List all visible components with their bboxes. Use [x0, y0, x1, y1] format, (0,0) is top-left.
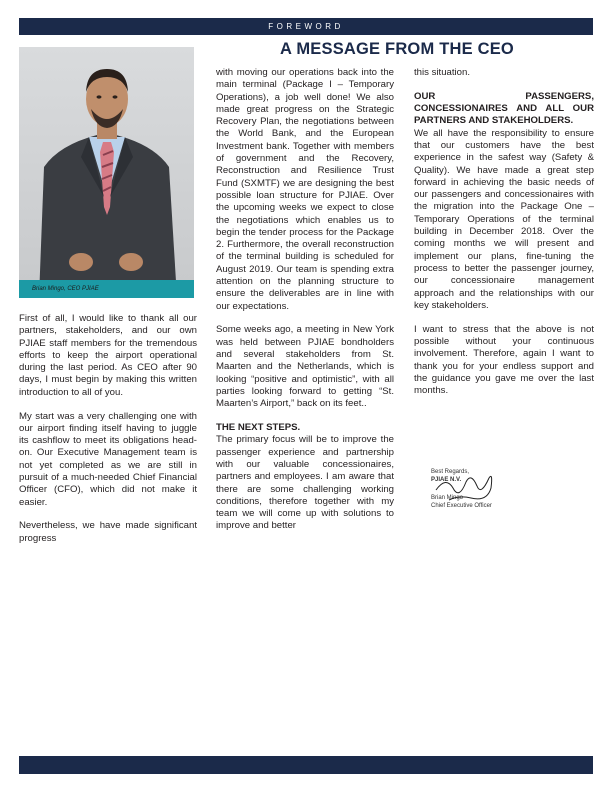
section-heading: THE NEXT STEPS. [216, 422, 301, 434]
signoff-name: Brian Mingo [431, 495, 464, 501]
page-title: A MESSAGE FROM THE CEO [280, 40, 514, 58]
paragraph: I want to stress that the above is not possible without your continuous involvement. Therefore, again I want to thank you for your endless support and the guidance you gave me over the last months. [414, 323, 594, 397]
paragraph: First of all, I would like to thank all our partners, stakeholders, and our own PJIAE staff members for the tremendous efforts to keep the airport operational during the last period. As CEO after 90 days, I must begin by making this written introduction to all of you. [19, 313, 197, 398]
text-column-1 [19, 313, 197, 557]
section-header-bar [19, 18, 593, 35]
paragraph: this situation. [414, 67, 470, 78]
paragraph: My start was a very challenging one with our airport finding itself having to juggle its cashflow to meet its obligations head-on. Our Executive Management team is not yet completed as we are still in pursuit of a much-needed Chief Financial Officer (CFO), which did not make it easier. [19, 410, 197, 508]
signature-image [431, 468, 501, 508]
photo-caption: Brian Mingo, CEO PJIAE [19, 280, 194, 298]
ceo-portrait-image [19, 47, 194, 298]
section-label: FOREWORD [268, 22, 344, 31]
signoff-regards: Best Regards, [431, 469, 470, 475]
text-column-2 [216, 67, 394, 544]
paragraph: with moving our operations back into the main terminal (Package I – Temporary Operations), a job well done! We also made great progress on the Strategic Recovery Plan, the negotiations between the World Bank, and the European Investment bank. Together with members of government and the Recovery, Reconstruction and Resilience Trust Fund (SXMTF) we are designing the best possible loan structure for PJIAE. Over the upcoming weeks we expect to close the negotiations which enables us to begin the tender process for the Package 2. Furthermore, the overall reconstruction of the terminal building is scheduled for August 2019. Our team is spending extra attention on the planning structure to ensure the deliverables are in line with our expectations. [216, 67, 394, 312]
paragraph: Nevertheless, we have made significant progress [19, 520, 197, 544]
paragraph: We all have the responsibility to ensure that our customers have the best experience in the safest way (Safety & Quality). We have made a great step forward in achieving the basic needs of our passengers and concessionaires with the migration into the Package One – Temporary Operations of the terminal building in December 2018. Over the coming months we will present and implement our plans, fine-tuning the process to better the passenger journey, our concessionaire management approach and the relationships with our key stakeholders. [414, 127, 594, 311]
paragraph: The primary focus will be to improve the passenger experience and partnership with our valuable concessionaires, partners and employees. I am aware that there are some challenging working conditions, therefore together with my team we will come up with solutions to improve and better [216, 434, 394, 532]
signoff-role: Chief Executive Officer [431, 503, 492, 509]
ceo-photo [19, 47, 194, 298]
paragraph: Some weeks ago, a meeting in New York was held between PJIAE bondholders and several stakeholders from St. Maarten and the Netherlands, which is looking “positive and optimistic”, with all parties looking forward to getting “St. Maarten’s Airport,” back on its feet.. [216, 324, 394, 410]
footer-bar [19, 756, 593, 774]
signoff-company: PJIAE N.V. [431, 477, 462, 483]
section-heading: OUR PASSENGERS, CONCESSIONAIRES AND ALL OUR PARTNERS AND STAKEHOLDERS. [414, 90, 594, 127]
signature-block [431, 468, 551, 518]
text-column-3 [414, 67, 594, 409]
